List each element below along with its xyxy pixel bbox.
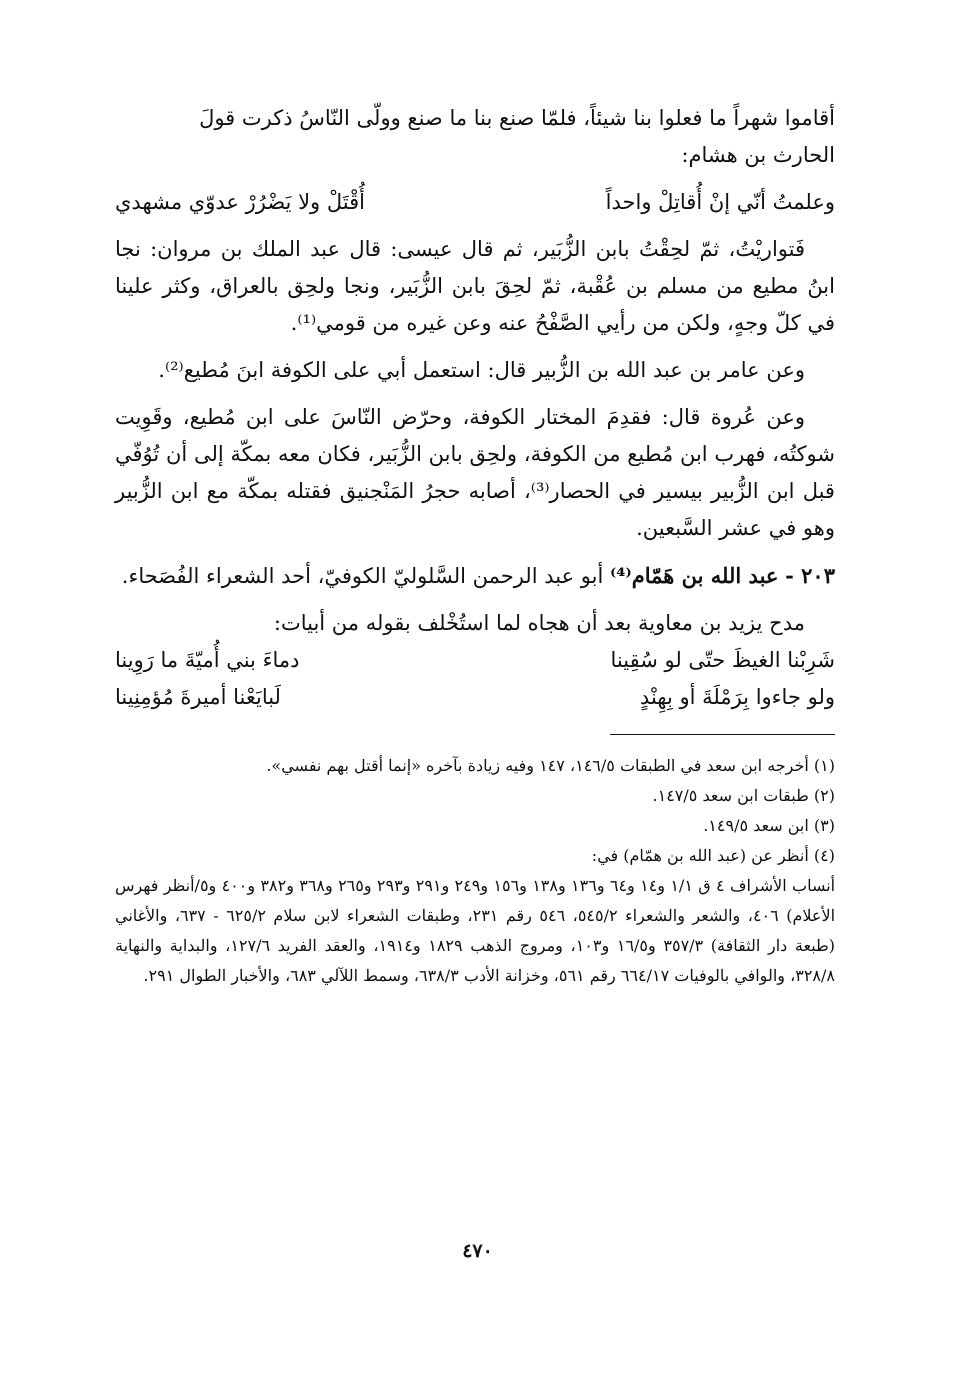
- verse-1-first-hemistich: وعلمتُ أنّي إنْ أُقاتِلْ واحداً: [605, 190, 835, 214]
- page-body: [115, 100, 835, 991]
- paragraph-1-line-1: أقاموا شهراً ما فعلوا بنا شيئاً، فلمّا صنع بنا ما صنع وولّى النّاسُ ذكرت قولَ: [199, 106, 835, 130]
- verse-2-first-hemistich: شَرِبْنا الغيظَ حتّى لو سُقِينا: [610, 648, 835, 672]
- paragraph-1-line-2: الحارث بن هشام:: [681, 143, 835, 167]
- entry-name: عبد الله بن هَمّام⁽⁴⁾: [610, 563, 779, 588]
- footnote-divider: [610, 734, 835, 735]
- verse-2-second-hemistich: دماءَ بني أُميّةَ ما رَوِينا: [115, 648, 300, 672]
- verse-1-second-hemistich: أُقْتَلْ ولا يَضْرُرْ عدوّي مشهدي: [115, 190, 365, 214]
- paragraph-3: وعن عامر بن عبد الله بن الزُّبير قال: استعمل أبي على الكوفة ابنَ مُطيع⁽²⁾.: [158, 358, 805, 382]
- paragraph-2: فَتواريْتُ، ثمّ لحِقْتُ بابن الزُّبَير، ثم قال عيسى: قال عبد الملك بن مروان: نجا ابنُ مطيع من مسلم بن عُقْبة، ثمّ لحِقَ بابن الزُّبَير، ونجا ولحِق بالعراق، وكثر علينا في كلّ وجهٍ، ولكن من رأيي الصَّفْحُ عنه وعن غيره من قومي⁽¹⁾.: [115, 237, 835, 335]
- footnote-2: (٢) طبقات ابن سعد ١٤٧/٥.: [652, 786, 835, 805]
- entry-description: أبو عبد الرحمن السَّلوليّ الكوفيّ، أحد الشعراء الفُصَحاء.: [121, 564, 604, 588]
- paragraph-1: [115, 100, 835, 174]
- footnote-1: (١) أخرجه ابن سعد في الطبقات ١٤٦/٥، ١٤٧ وفيه زيادة بآخره «إنما أقتل بهم نفسي».: [266, 756, 835, 775]
- verse-2: [115, 642, 835, 679]
- verse-1: [115, 184, 835, 221]
- verse-3-second-hemistich: لَبايَعْنا أميرةَ مُؤمِنِينا: [115, 685, 281, 709]
- biography-entry: [115, 557, 835, 595]
- page-number: ٤٧٠: [462, 1240, 493, 1262]
- verse-3-first-hemistich: ولو جاءوا بِرَمْلَةَ أو بِهِنْدٍ: [639, 685, 835, 709]
- entry-intro: مدح يزيد بن معاوية بعد أن هجاه لما استُخْلف بقوله من أبيات:: [273, 611, 805, 635]
- footnote-3: (٣) ابن سعد ١٤٩/٥.: [703, 816, 835, 835]
- entry-number: ٢٠٣ -: [785, 563, 835, 588]
- footnote-4-sources: أنساب الأشراف ٤ ق ١/١ و١٤ و٦٤ و١٣٦ و١٣٨ و١٥٦ و٢٤٩ و٢٩١ و٢٩٣ و٢٦٥ و٣٦٨ و٣٨٢ و٤٠٠ و٥/أنظر فهرس الأعلام) ٤٠٦، والشعر والشعراء ٥٤٥/٢، ٥٤٦ رقم ٢٣١، وطبقات الشعراء لابن سلام ٦٢٥/٢ - ٦٣٧، والأغاني (طبعة دار الثقافة) ٣٥٧/٣ و١٦/٥ و١٠٣، ومروج الذهب ١٨٢٩ و١٩١٤، والعقد الفريد ١٢٧/٦، والبداية والنهاية ٣٢٨/٨، والوافي بالوفيات ٦٦٤/١٧ رقم ٥٦١، وخزانة الأدب ٦٣٨/٣، وسمط اللآلي ٦٨٣، والأخبار الطوال ٢٩١.: [115, 876, 836, 985]
- footnote-4: (٤) أنظر عن (عبد الله بن همّام) في:: [591, 846, 835, 865]
- footnotes: [115, 751, 835, 991]
- paragraph-4: وعن عُروة قال: فقدِمَ المختار الكوفة، وحرّض النّاسَ على ابن مُطيع، وقَوِيت شوكتُه، فهرب ابن مُطيع من الكوفة، ولحِق بابن الزُّبَير، فكان معه بمكّة إلى أن تُوُفّي قبل ابن الزُّبير بيسير في الحصار⁽³⁾، أصابه حجرُ المَنْجنيق فقتله بمكّة مع ابن الزُّبير وهو في عشر السَّبعين.: [115, 405, 835, 540]
- verse-3: [115, 679, 835, 716]
